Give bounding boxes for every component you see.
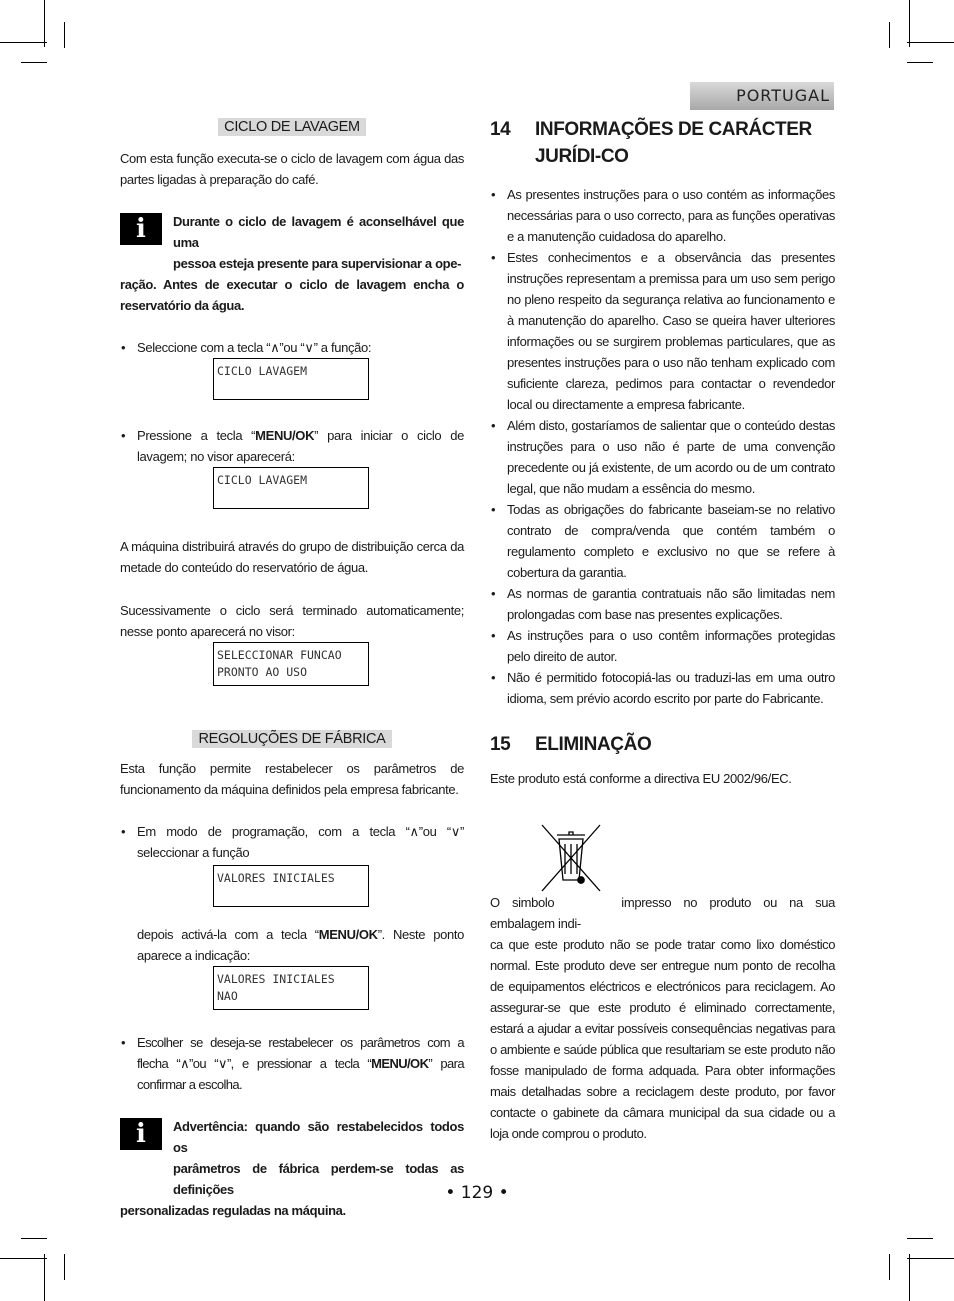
crop-mark — [907, 42, 954, 43]
down-arrow-icon: ∨ — [304, 340, 314, 355]
wash-note-line1: Durante o ciclo de lavagem é aconselhável que uma — [173, 214, 464, 250]
wash-note-line2: pessoa esteja presente para supervisionar a ope- — [173, 256, 462, 271]
heading-legal — [490, 116, 835, 170]
up-arrow-icon: ∧ — [180, 1056, 190, 1071]
crop-mark — [21, 62, 47, 63]
factory-activate: depois activá-la com a tecla “MENU/OK”. Neste ponto aparece a indicação: — [137, 927, 464, 963]
up-arrow-icon: ∧ — [270, 340, 280, 355]
legal-item: • As presentes instruções para o uso contém as informações necessárias para o uso correcto, para as funções operativas e a manutenção cuidadosa do aparelho. — [490, 184, 835, 247]
legal-item: • As normas de garantia contratuais não são limitadas nem prolongadas com base nas presentes explicações. — [490, 583, 835, 625]
disposal-body: ca que este produto não se pode tratar como lixo doméstico normal. Este produto deve ser entregue num ponto de recolha de equipamentos eléctricos e electrónicos para reciclagem. Ao assegurar-se que este produto é eliminado correctamente, estará a ajudar a evitar possíveis consequências negativas para o ambiente e saúde pública que resultariam se este produto não fosse manipulado de forma adquada. Para obter informações mais detalhadas sobre a reciclagem deste produto, por favor contacte o gabinete da câmara municipal da sua cidade ou a loja onde comprou o produto. — [490, 937, 835, 1141]
wash-para-distribution: A máquina distribuirá através do grupo de distribuição cerca da metade do conteúdo do reservatório de água. — [120, 539, 464, 575]
crop-mark — [907, 1238, 933, 1239]
crop-mark — [909, 0, 910, 47]
page-number: • 129 • — [445, 1183, 509, 1203]
crop-mark — [64, 22, 65, 48]
legal-item: • As instruções para o uso contêm informações protegidas pelo direito de autor. — [490, 625, 835, 667]
section-label-wash: CICLO DE LAVAGEM — [218, 118, 366, 136]
display-ciclo-lavagem: CICLO LAVAGEM — [213, 358, 369, 400]
down-arrow-icon: ∨ — [218, 1056, 227, 1071]
crop-mark — [0, 42, 47, 43]
display-valores-iniciales: VALORES INICIALES — [213, 865, 369, 907]
factory-steps-2 — [120, 1032, 464, 1095]
factory-note-line2: parâmetros de fábrica perdem-se todas as definições — [173, 1161, 464, 1197]
display-ciclo-lavagem-running: CICLO LAVAGEM — [213, 467, 369, 509]
wash-step-select: • Seleccione com a tecla “∧”ou “∨” a função: — [120, 337, 464, 358]
display-ready: SELECCIONAR FUNCAO PRONTO AO USO — [213, 642, 369, 686]
info-icon: i — [120, 1118, 162, 1150]
legal-item: • Estes conhecimentos e a observância das presentes instruções representam a premissa para um uso sem perigo no pleno respeito da segurança relativa ao funcionamento e à manutenção do aparelho. Caso se queira haver ulteriores informações ou se surgirem problemas particulares, que as presentes instruções para o uso não tenham explicado com suficiente clareza, pedimos para contactar o revendedor local ou directamente a empresa fabricante. — [490, 247, 835, 415]
display-valores-iniciales-nao: VALORES INICIALES NAO — [213, 966, 369, 1010]
wash-intro: Com esta função executa-se o ciclo de lavagem com água das partes ligadas à preparação do café. — [120, 151, 464, 187]
factory-note — [120, 1116, 464, 1221]
crop-mark — [44, 0, 45, 47]
crop-mark — [64, 1254, 65, 1280]
heading-disposal-title: ELIMINAÇÃO — [535, 734, 652, 755]
info-icon: i — [120, 213, 162, 245]
wash-step-press: • Pressione a tecla “MENU/OK” para iniciar o ciclo de lavagem; no visor aparecerá: — [120, 425, 464, 467]
crop-mark — [907, 62, 933, 63]
section-label-factory: REGOLUÇÕES DE FÁBRICA — [192, 730, 391, 748]
wash-para-end: Sucessivamente o ciclo será terminado automaticamente; nesse ponto aparecerá no visor: — [120, 603, 464, 639]
crop-mark — [909, 1254, 910, 1301]
up-arrow-icon: ∧ — [409, 824, 419, 839]
right-column — [490, 116, 835, 1144]
factory-intro: Esta função permite restabelecer os parâmetros de funcionamento da máquina definidos pela empresa fabricante. — [120, 761, 464, 797]
legal-item: • Não é permitido fotocopiá-las ou traduzi-las em uma outro idioma, sem prévio acordo escrito por parte do Fabricante. — [490, 667, 835, 709]
language-tab: PORTUGAL — [690, 82, 834, 110]
wash-note — [120, 211, 464, 316]
crop-mark — [0, 1258, 47, 1259]
heading-legal-title: INFORMAÇÕES DE CARÁCTER JURÍDI-CO — [535, 119, 812, 167]
factory-note-line1: Advertência: quando são restabelecidos todos os — [173, 1119, 464, 1155]
factory-note-rest: personalizadas reguladas na máquina. — [120, 1203, 346, 1218]
wash-steps — [120, 337, 464, 358]
weee-symbol-area — [490, 822, 835, 892]
wash-steps-2 — [120, 425, 464, 467]
factory-step-confirm: • Escolher se deseja-se restabelecer os parâmetros com a flecha “∧”ou “∨”, e pressionar a tecla “MENU/OK” para confirmar a escolha. — [120, 1032, 464, 1095]
disposal-symbol-line: O simbolo impresso no produto ou na sua embalagem indi- — [490, 895, 835, 931]
crop-mark — [44, 1254, 45, 1301]
disposal-intro: Este produto está conforme a directiva EU 2002/96/EC. — [490, 771, 792, 786]
crossed-bin-icon — [539, 822, 603, 894]
legal-item: • Além disto, gostaríamos de salientar que o conteúdo destas instruções para o uso não é parte de uma convenção precedente ou já existente, de um acordo ou de um contrato legal, que não mudam a essência do mesmo. — [490, 415, 835, 499]
crop-mark — [889, 22, 890, 48]
down-arrow-icon: ∨ — [450, 824, 461, 839]
crop-mark — [889, 1254, 890, 1280]
crop-mark — [907, 1258, 954, 1259]
factory-steps — [120, 821, 464, 863]
legal-list — [490, 184, 835, 709]
heading-disposal-number: 15 — [490, 734, 511, 755]
heading-disposal — [490, 731, 835, 758]
factory-step-select: • Em modo de programação, com a tecla “∧”ou “∨” seleccionar a função — [120, 821, 464, 863]
left-column — [120, 116, 464, 1221]
wash-note-rest: ração. Antes de executar o ciclo de lavagem encha o reservatório da água. — [120, 277, 464, 313]
heading-legal-number: 14 — [490, 119, 511, 140]
legal-item: • Todas as obrigações do fabricante baseiam-se no relativo contrato de compra/venda que contém também o regulamento completo e exclusivo no que se refere à cobertura da garantia. — [490, 499, 835, 583]
crop-mark — [21, 1238, 47, 1239]
